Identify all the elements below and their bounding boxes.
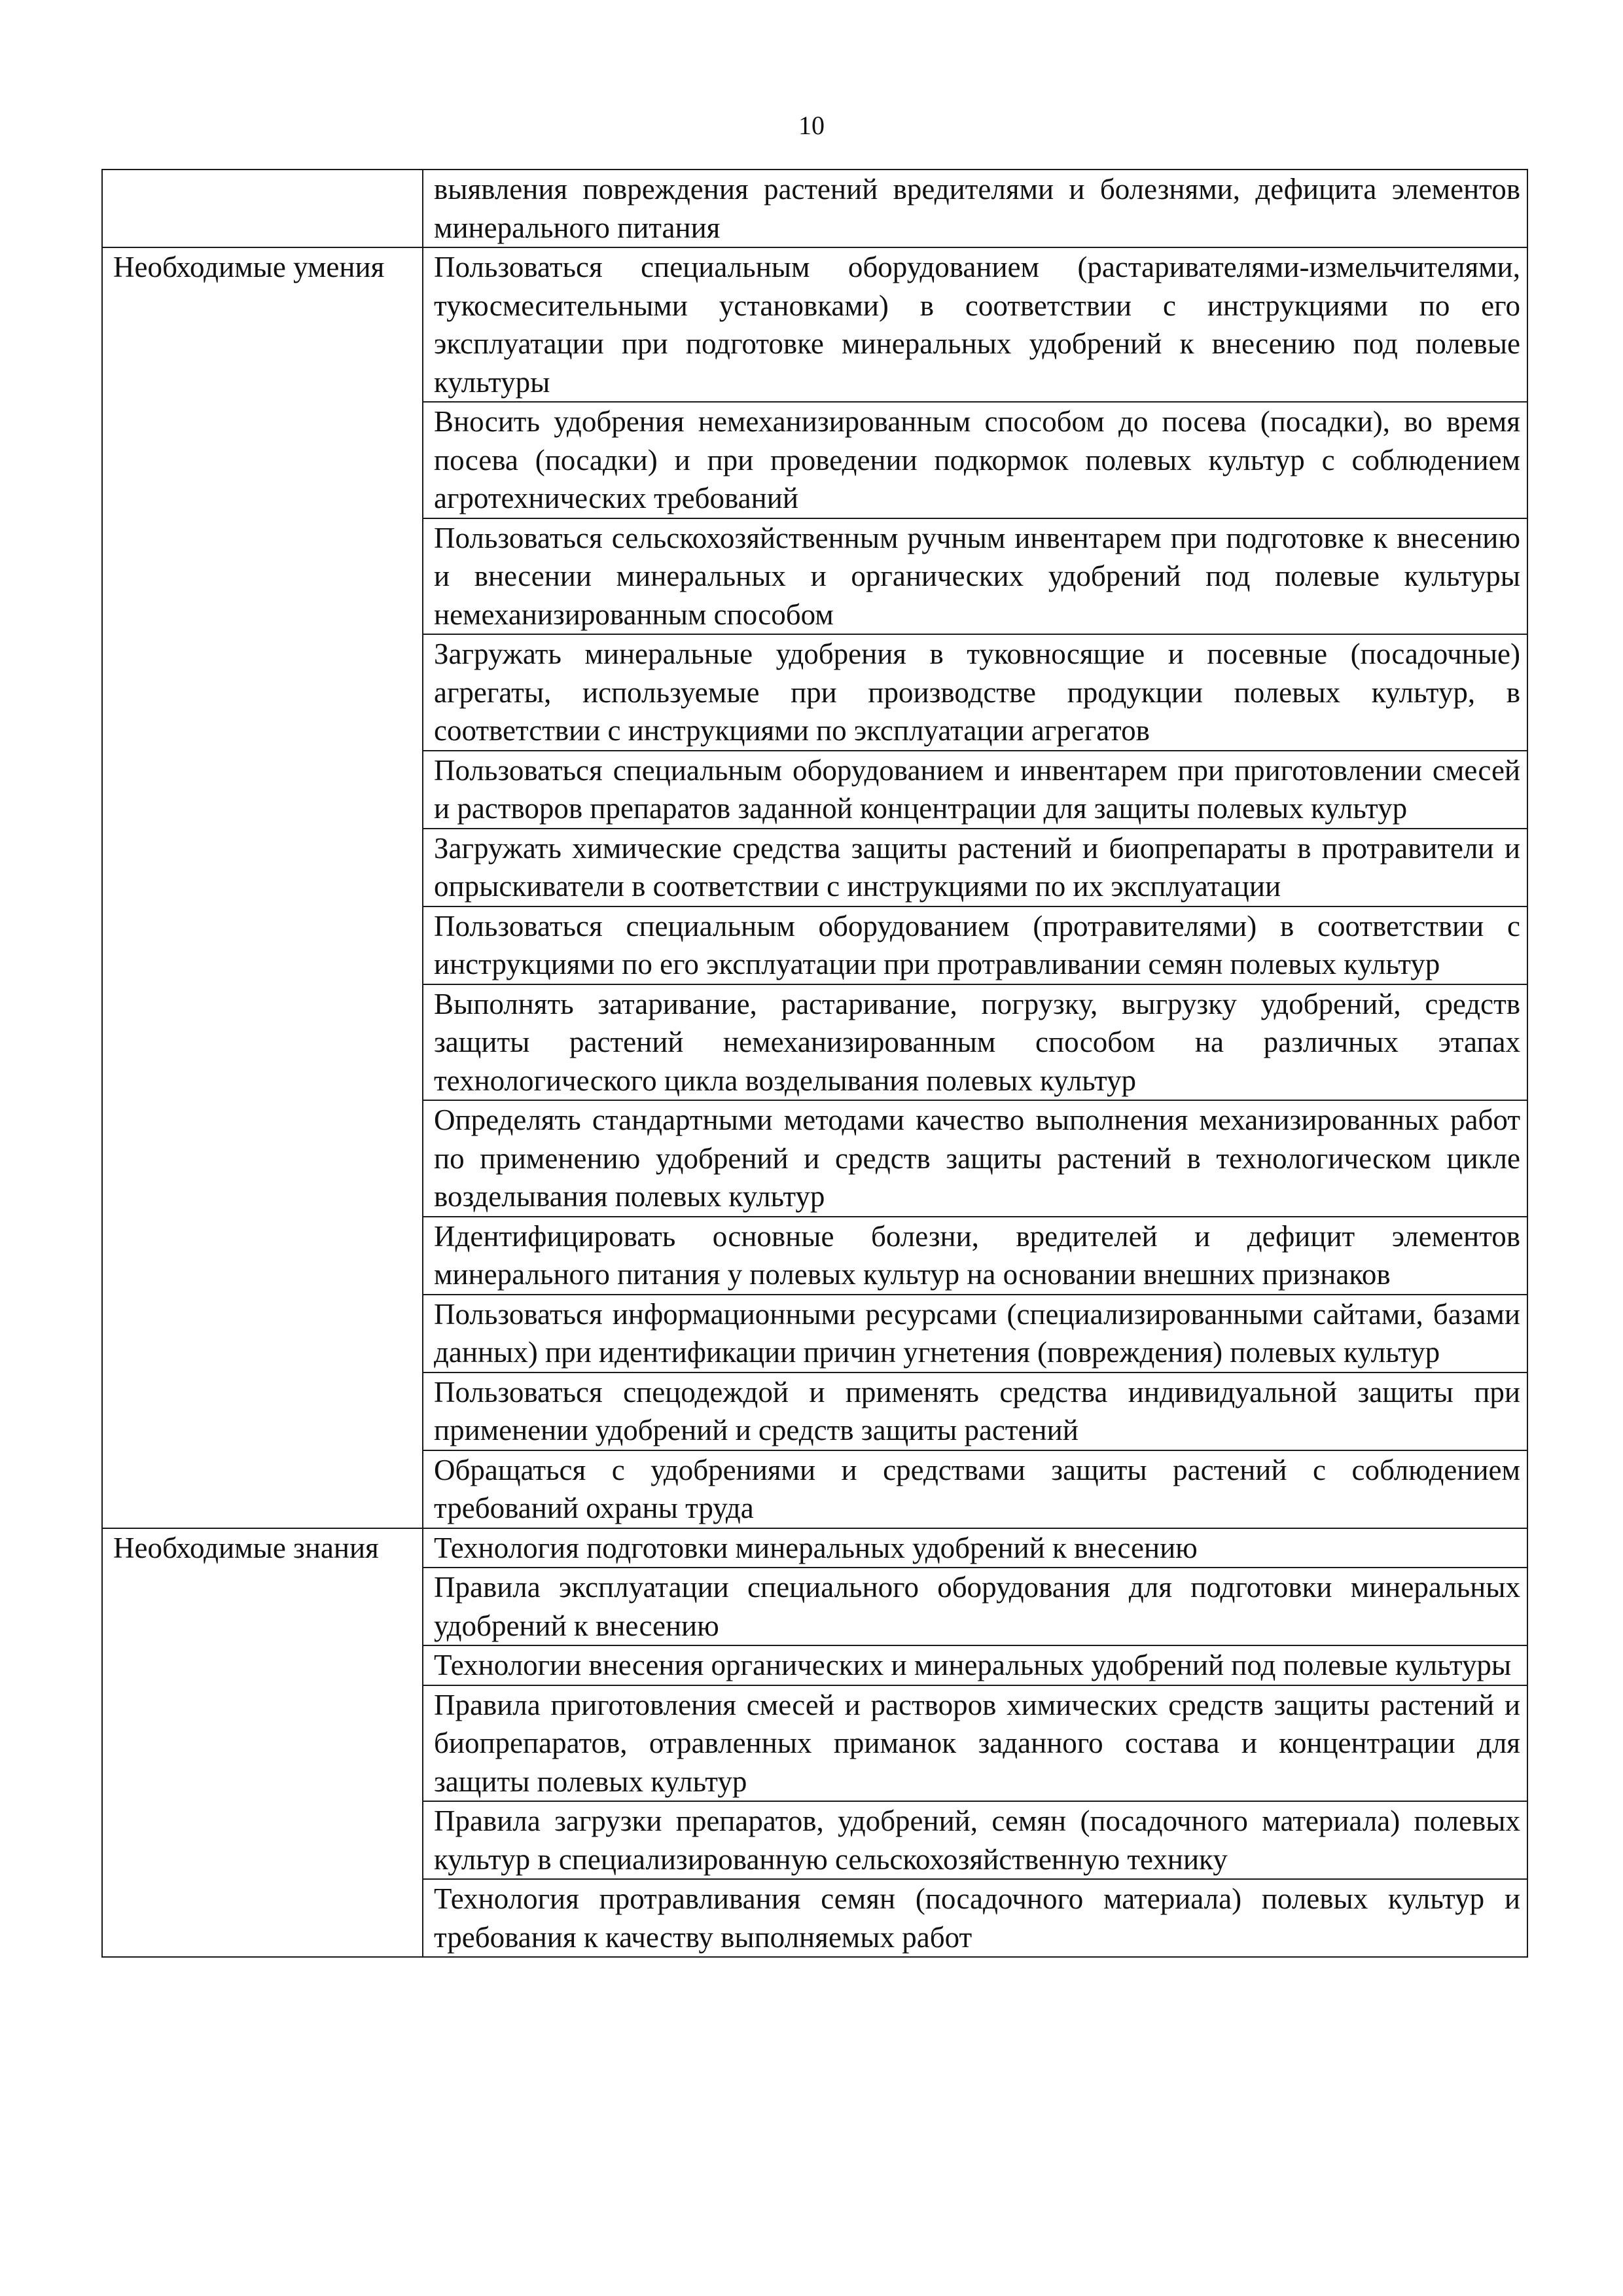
row-text: Технология протравливания семян (посадочного материала) полевых культур и требования к качеству выполняемых работ [423, 1879, 1527, 1957]
row-text: Определять стандартными методами качество выполнения механизированных работ по применению удобрений и средств защиты растений в технологическом цикле возделывания полевых культур [423, 1100, 1527, 1217]
row-text: Пользоваться специальным оборудованием (растаривателями-измельчителями, тукосмесительными установками) в соответствии с инструкциями по его эксплуатации при подготовке минеральных удобрений к внесению под полевые культуры [423, 247, 1527, 402]
row-text: Пользоваться информационными ресурсами (специализированными сайтами, базами данных) при идентификации причин угнетения (повреждения) полевых культур [423, 1295, 1527, 1372]
row-text: Правила загрузки препаратов, удобрений, семян (посадочного материала) полевых культур в специализированную сельскохозяйственную технику [423, 1801, 1527, 1879]
section-label-knowledge: Необходимые знания [102, 1528, 423, 1958]
row-text: Пользоваться специальным оборудованием (протравителями) в соответствии с инструкциями по его эксплуатации при протравливании семян полевых культур [423, 906, 1527, 984]
row-text: Вносить удобрения немеханизированным способом до посева (посадки), во время посева (посадки) и при проведении подкормок полевых культур с соблюдением агротехнических требований [423, 402, 1527, 518]
page-number: 10 [798, 111, 825, 140]
table-row [102, 1528, 1527, 1568]
row-text: Технология подготовки минеральных удобрений к внесению [423, 1528, 1527, 1568]
row-text: Правила приготовления смесей и растворов химических средств защиты растений и биопрепаратов, отравленных приманок заданного состава и концентрации для защиты полевых культур [423, 1685, 1527, 1802]
section-label-skills: Необходимые умения [102, 247, 423, 1528]
row-text: Правила эксплуатации специального оборудования для подготовки минеральных удобрений к внесению [423, 1568, 1527, 1645]
row-text: выявления повреждения растений вредителями и болезнями, дефицита элементов минерального питания [423, 170, 1527, 247]
row-text: Обращаться с удобрениями и средствами защиты растений с соблюдением требований охраны труда [423, 1450, 1527, 1528]
row-label-empty [102, 170, 423, 247]
table-row [102, 247, 1527, 402]
row-text: Загружать минеральные удобрения в туковносящие и посевные (посадочные) агрегаты, используемые при производстве продукции полевых культур, в соответствии с инструкциями по эксплуатации агрегатов [423, 634, 1527, 751]
row-text: Пользоваться специальным оборудованием и инвентарем при приготовлении смесей и растворов препаратов заданной концентрации для защиты полевых культур [423, 751, 1527, 829]
row-text: Выполнять затаривание, растаривание, погрузку, выгрузку удобрений, средств защиты растений немеханизированным способом на различных этапах технологического цикла возделывания полевых культур [423, 984, 1527, 1101]
table-row [102, 170, 1527, 247]
row-text: Пользоваться спецодеждой и применять средства индивидуальной защиты при применении удобрений и средств защиты растений [423, 1372, 1527, 1450]
row-text: Технологии внесения органических и минеральных удобрений под полевые культуры [423, 1645, 1527, 1685]
row-text: Загружать химические средства защиты растений и биопрепараты в протравители и опрыскиватели в соответствии с инструкциями по их эксплуатации [423, 829, 1527, 906]
row-text: Идентифицировать основные болезни, вредителей и дефицит элементов минерального питания у полевых культур на основании внешних признаков [423, 1217, 1527, 1295]
requirements-table [101, 169, 1528, 1958]
row-text: Пользоваться сельскохозяйственным ручным инвентарем при подготовке к внесению и внесении минеральных и органических удобрений под полевые культуры немеханизированным способом [423, 518, 1527, 635]
